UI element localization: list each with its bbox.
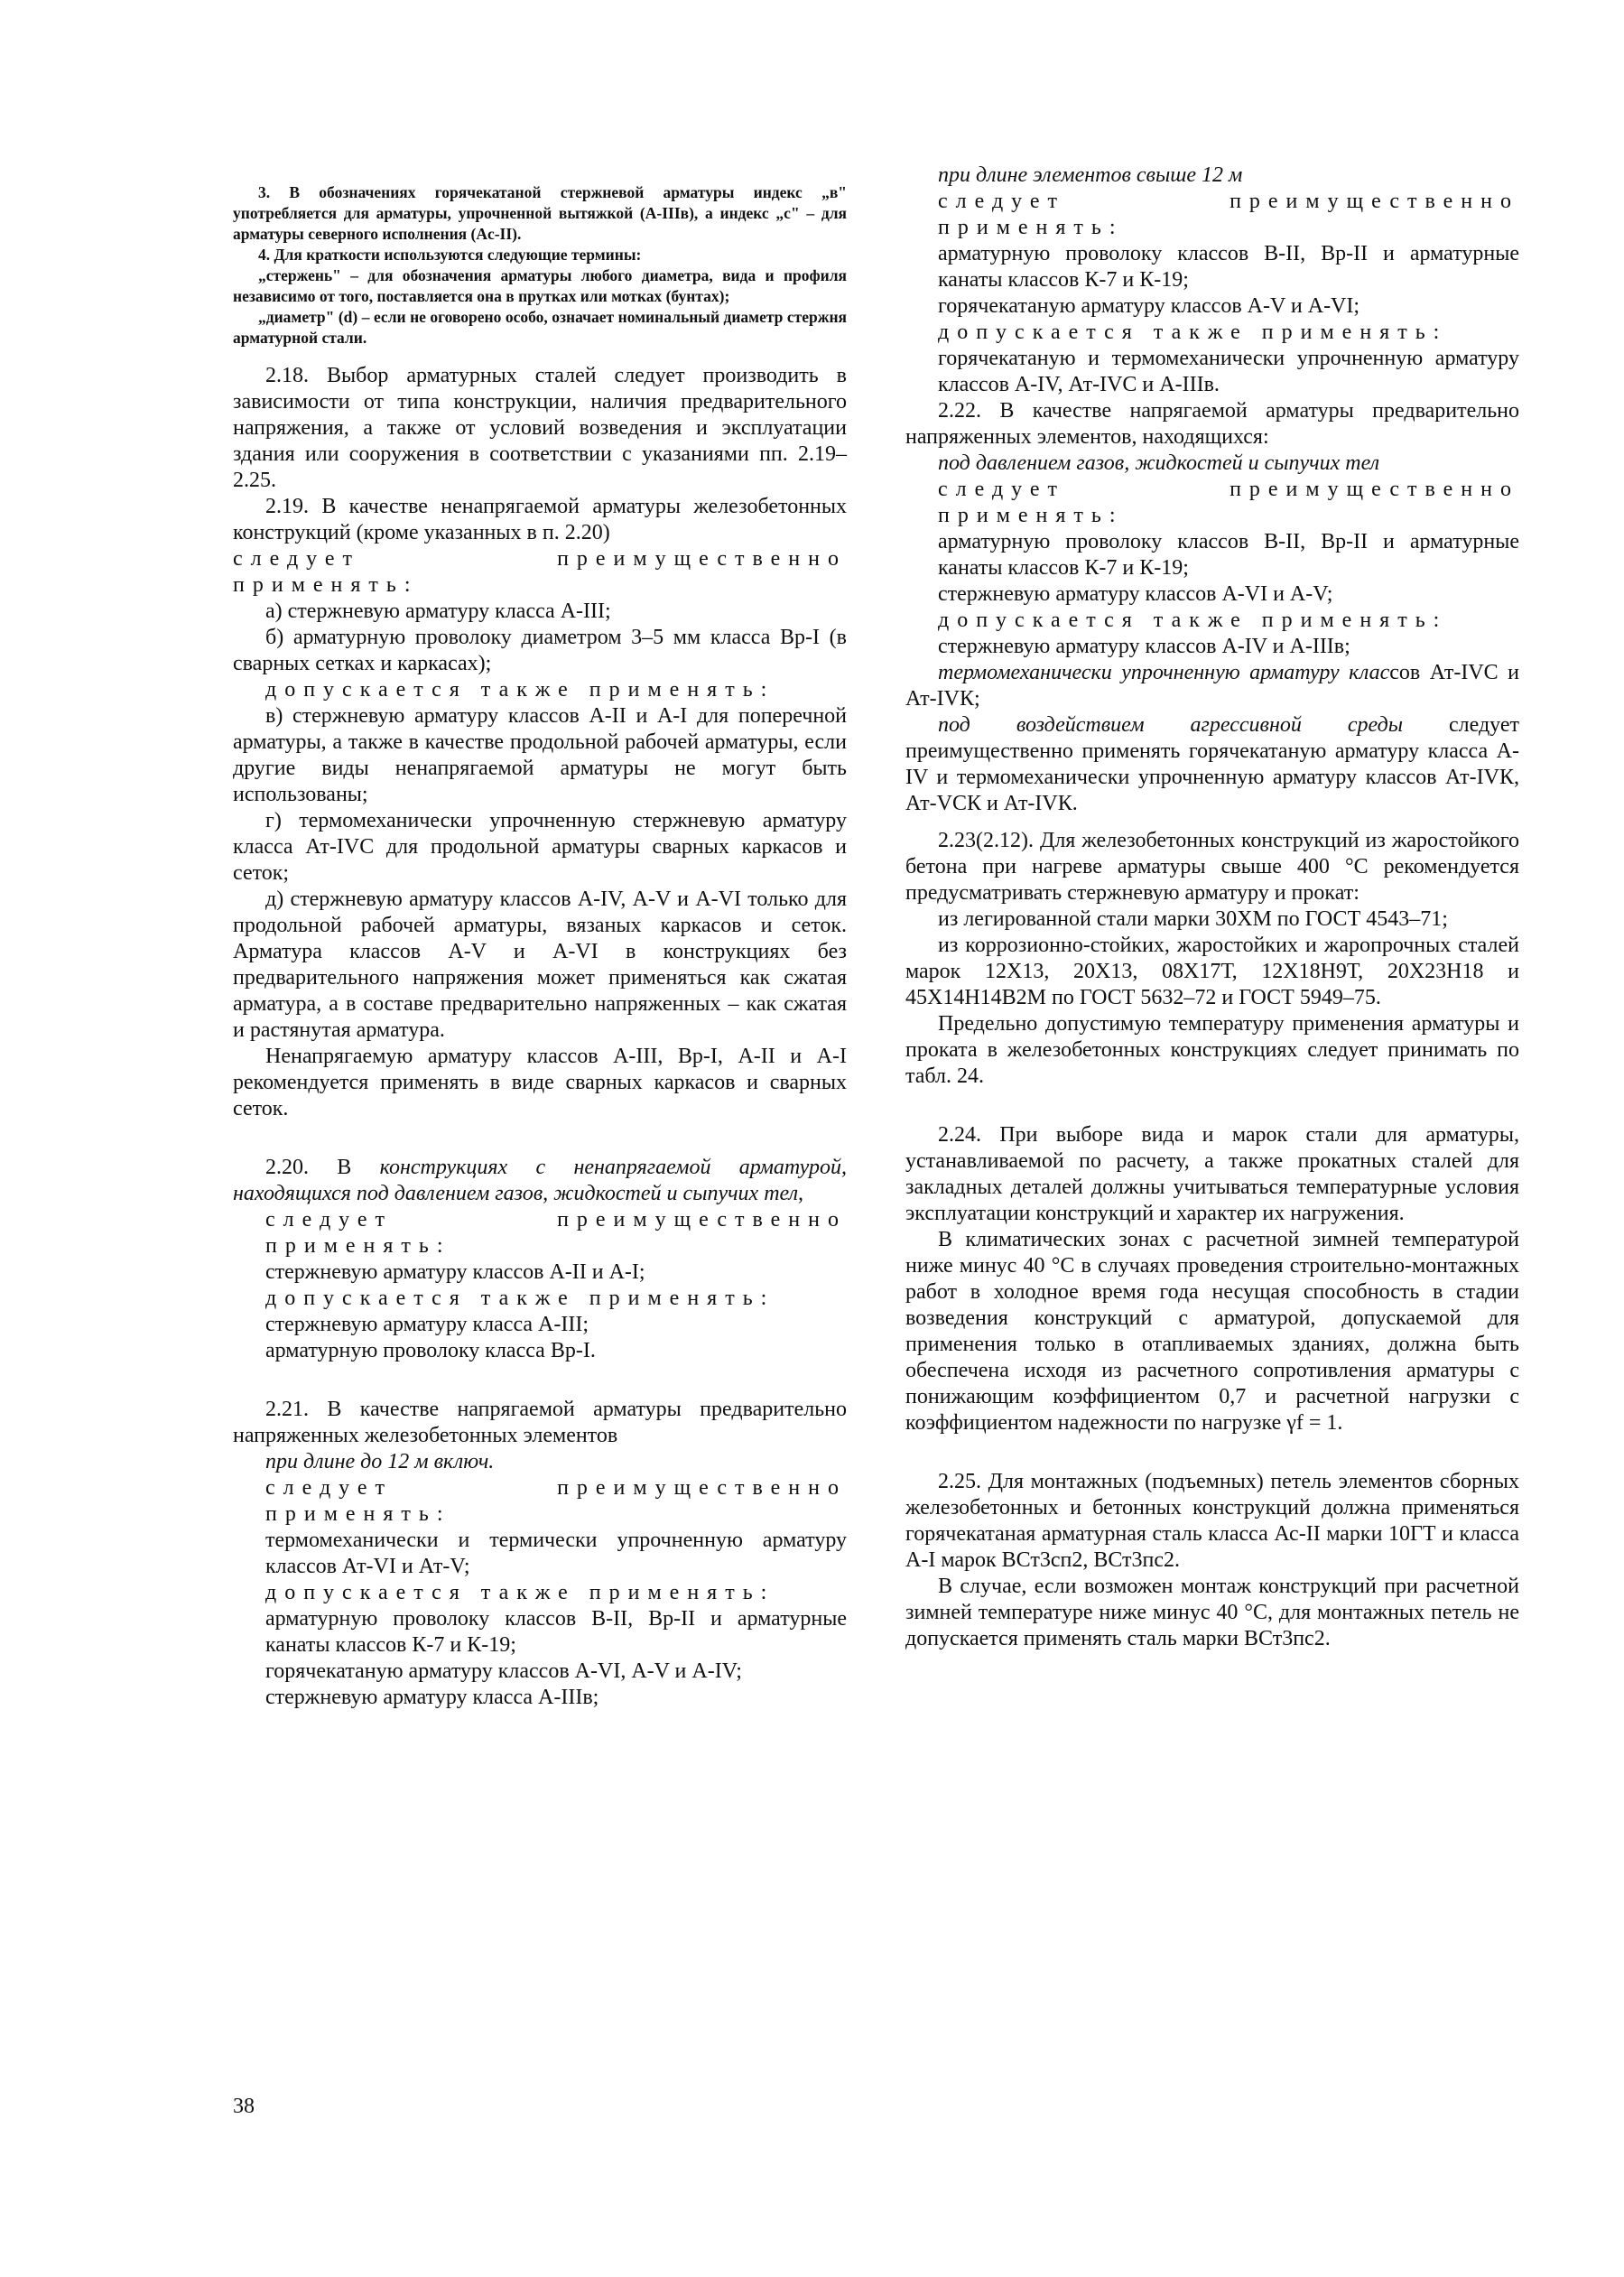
spaced-heading: допускается также применять: [938, 321, 1448, 344]
spaced-heading: следует преимущественно применять: [265, 1208, 847, 1258]
section-2-25: 2.25. Для монтажных (подъемных) петель элементов сборных железобетонных и бетонных конструкций должна применяться горячекатаная арматурная сталь класса Ас-II марки 10ГТ и класса А-I марок ВСт3сп2, ВСт3пс2. [905, 1470, 1519, 1572]
spaced-heading: следует преимущественно применять: [233, 547, 847, 597]
footnotes [233, 182, 847, 349]
spacer [233, 1364, 847, 1397]
right-column [905, 163, 1519, 1652]
list-item: стержневую арматуру классов А-VI и А-V; [938, 582, 1333, 606]
list-item: из коррозионно-стойких, жаростойких и жаропрочных сталей марок 12Х13, 20Х13, 08Х17Т, 12Х18Н9Т, 20Х23Н18 и 45Х14Н14В2М по ГОСТ 5632–72 и ГОСТ 5949–75. [905, 934, 1519, 1009]
footnote-term-rod: „стержень" – для обозначения арматуры любого диаметра, вида и профиля независимо от того, поставляется она в прутках или мотках (бунтах); [233, 266, 847, 305]
page-number: 38 [233, 2095, 255, 2118]
list-item: в) стержневую арматуру классов А-II и А-I для поперечной арматуры, а также в качестве продольной рабочей арматуры, если другие виды ненапрягаемой арматуры не могут быть использованы; [233, 704, 847, 806]
list-item: термомеханически и термически упрочненную арматуру классов Ат-VI и Ат-V; [265, 1529, 847, 1578]
italic-condition: под давлением газов, жидкостей и сыпучих тел [938, 451, 1380, 475]
list-item: из легированной стали марки 30ХМ по ГОСТ 4543–71; [938, 907, 1448, 931]
paragraph: В случае, если возможен монтаж конструкций при расчетной зимней температуре ниже минус 40 °С, для монтажных петель не допускается применять сталь марки ВСт3пс2. [905, 1575, 1519, 1650]
list-item: горячекатаную арматуру классов А-V и А-VI; [938, 294, 1360, 318]
spaced-heading: допускается также применять: [265, 1287, 775, 1310]
list-item: б) арматурную проволоку диаметром 3–5 мм класса Вр-I (в сварных сетках и каркасах); [233, 626, 847, 675]
footnote-term-diameter: „диаметр" (d) – если не оговорено особо, означает номинальный диаметр стержня арматурной стали. [233, 308, 847, 347]
italic-condition: при длине до 12 м включ. [265, 1450, 495, 1473]
spaced-heading: следует преимущественно применять: [938, 478, 1519, 527]
section-2-21: 2.21. В качестве напрягаемой арматуры предварительно напряженных железобетонных элементов [233, 1398, 847, 1447]
list-item: а) стержневую арматуру класса А-III; [265, 599, 611, 623]
spacer [905, 817, 1519, 828]
list-item: горячекатаную арматуру классов А-VI, А-V и А-IV; [265, 1659, 742, 1683]
spaced-heading: допускается также применять: [265, 678, 775, 702]
list-item: стержневую арматуру классов А-II и А-I; [265, 1260, 645, 1284]
paragraph: Ненапрягаемую арматуру классов А-III, Вр-I, А-II и А-I рекомендуется применять в виде сварных каркасов и сварных сеток. [233, 1045, 847, 1120]
paragraph: В климатических зонах с расчетной зимней температурой ниже минус 40 °С в случаях проведения строительно-монтажных работ в холодное время года несущая способность в стадии возведения конструкций с арматурой, допускаемой для применения только в отапливаемых зданиях, должна быть обеспечена исходя из расчетного сопротивления арматуры с понижающим коэффициентом 0,7 и расчетной нагрузки с коэффициентом надежности по нагрузке γf = 1. [905, 1228, 1519, 1435]
list-item: горячекатаную и термомеханически упрочненную арматуру классов А-IV, Ат-IVС и А-IIIв. [938, 347, 1519, 396]
list-item: стержневую арматуру классов А-IV и А-IIIв; [938, 635, 1350, 658]
spaced-heading: допускается также применять: [938, 609, 1448, 632]
list-item: арматурную проволоку класса Вр-I. [265, 1339, 596, 1362]
list-item: стержневую арматуру класса А-IIIв; [265, 1686, 599, 1709]
footnote-3: 3. В обозначениях горячекатаной стержневой арматуры индекс „в" употребляется для арматуры, упрочненной вытяжкой (A-IIIв), а индекс „с" – для арматуры северного исполнения (Ac-II). [233, 183, 847, 243]
spacer [233, 1122, 847, 1155]
spaced-heading: следует преимущественно применять: [265, 1476, 847, 1526]
italic-condition: при длине элементов свыше 12 м [938, 163, 1243, 187]
left-body [233, 363, 847, 1711]
spacer [905, 1090, 1519, 1122]
list-item: д) стержневую арматуру классов А-IV, А-V и А-VI только для продольной рабочей арматуры, вязаных каркасов и сеток. Арматура классов А-V и А-VI в конструкциях без предварительного напряжения может применяться как сжатая арматура, а в составе предварительно напряженных – как сжатая и растянутая арматура. [233, 888, 847, 1042]
section-2-18: 2.18. Выбор арматурных сталей следует производить в зависимости от типа конструкции, наличия предварительного напряжения, а также от условий возведения и эксплуатации здания или сооружения в соответствии с указаниями пп. 2.19–2.25. [233, 364, 847, 492]
spacer [905, 1436, 1519, 1469]
section-2-23: 2.23(2.12). Для железобетонных конструкций из жаростойкого бетона при нагреве арматуры свыше 400 °С рекомендуется предусматривать стержневую арматуру и прокат: [905, 829, 1519, 905]
section-2-20: 2.20. В конструкциях с ненапрягаемой арматурой, находящихся под давлением газов, жидкостей и сыпучих тел, [233, 1156, 847, 1205]
section-2-24: 2.24. При выборе вида и марок стали для арматуры, устанавливаемой по расчету, а также прокатных сталей для закладных деталей должны учитываться температурные условия эксплуатации конструкций и характер их нагружения. [905, 1123, 1519, 1225]
section-2-22: 2.22. В качестве напрягаемой арматуры предварительно напряженных элементов, находящихся: [905, 399, 1519, 449]
list-item: термомеханически упрочненную арматуру классов Ат-IVС и Ат-IVК; [905, 661, 1519, 711]
right-body [905, 163, 1519, 1652]
footnote-4: 4. Для краткости используются следующие термины: [258, 246, 642, 264]
spaced-heading: допускается также применять: [265, 1581, 775, 1604]
left-column [233, 163, 847, 1711]
list-item: стержневую арматуру класса А-III; [265, 1313, 589, 1336]
list-item: арматурную проволоку классов В-II, Вр-II и арматурные канаты классов К-7 и К-19; [938, 530, 1519, 580]
spaced-heading: следует преимущественно применять: [938, 190, 1519, 239]
list-item: арматурную проволоку классов В-II, Вр-II и арматурные канаты классов К-7 и К-19; [265, 1607, 847, 1657]
list-item: под воздействием агрессивной среды следует преимущественно применять горячекатаную арматуру класса А-IV и термомеханически упрочненную арматуру классов Ат-IVК, Ат-VCК и Ат-IVК. [905, 713, 1519, 815]
paragraph: Предельно допустимую температуру применения арматуры и проката в железобетонных конструкциях следует принимать по табл. 24. [905, 1012, 1519, 1088]
section-2-19: 2.19. В качестве ненапрягаемой арматуры железобетонных конструкций (кроме указанных в п. 2.20) [233, 495, 847, 544]
list-item: арматурную проволоку классов В-II, Вр-II и арматурные канаты классов К-7 и К-19; [938, 242, 1519, 292]
list-item: г) термомеханически упрочненную стержневую арматуру класса Ат-IVС для продольной арматуры сварных каркасов и сеток; [233, 809, 847, 885]
